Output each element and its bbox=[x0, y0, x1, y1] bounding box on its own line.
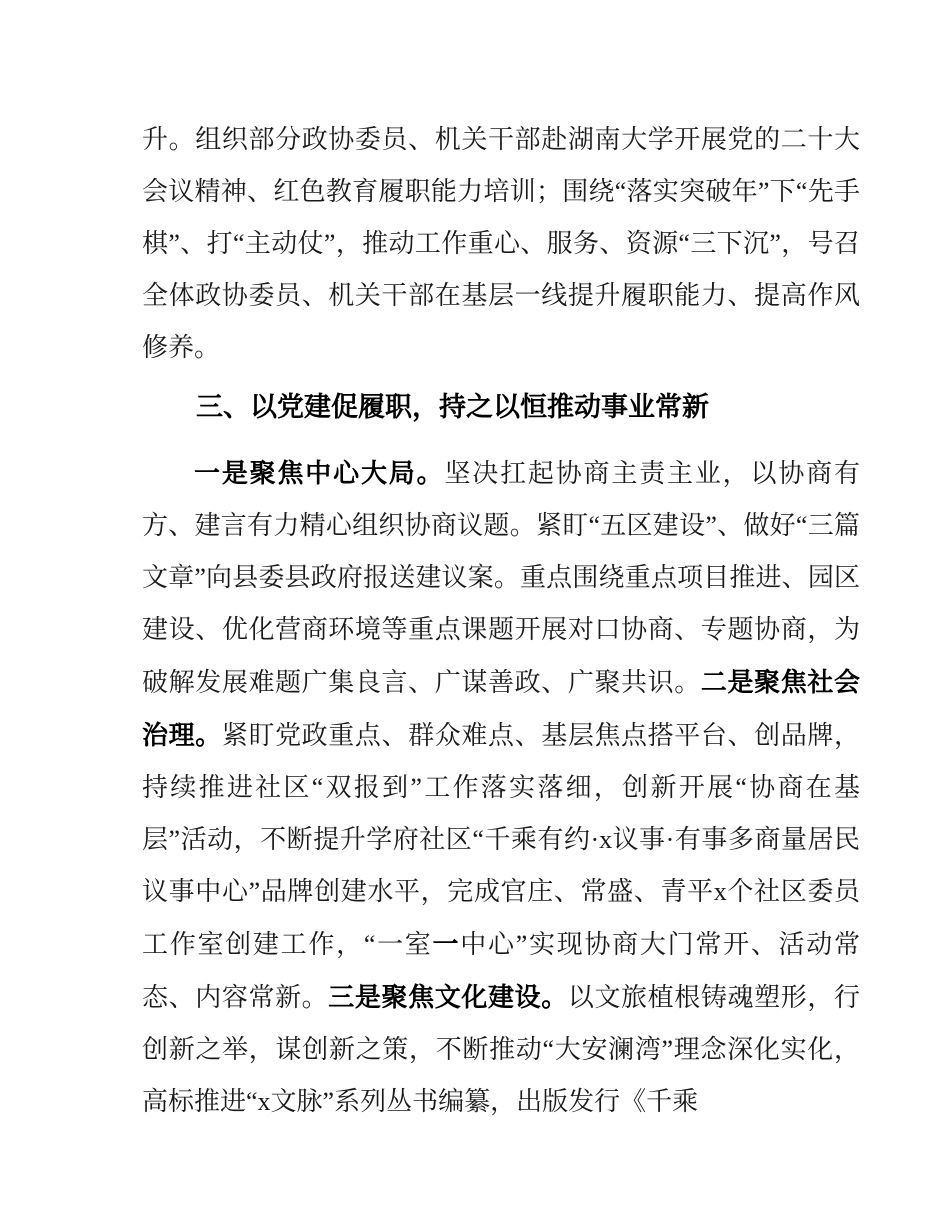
bold-lead-social-governance: 二是聚焦社会治理。 bbox=[142, 667, 860, 750]
text-run: 中心”实现协商大门常开、活动常态、内容常新。 bbox=[142, 930, 860, 1012]
bold-lead-focus-center: 一是聚焦中心大局。 bbox=[194, 458, 445, 488]
paragraph-continuation: 升。组织部分政协委员、机关干部赴湖南大学开展党的二十大会议精神、红色教育履职能力培训；围绕“落实突破年”下“先手棋”、打“主动仗”，推动工作重心、服务、资源“三下沉”，号召全体政协委员、机关干部在基层一线提升履职能力、提高作风修养。 bbox=[142, 125, 860, 362]
section-heading: 三、以党建促履职，持之以恒推动事业常新 bbox=[196, 392, 709, 422]
bold-lead-culture: 三是聚焦文化建设。 bbox=[328, 982, 568, 1012]
paragraph-body bbox=[142, 447, 860, 1128]
text-run: 紧盯党政重点、群众难点、基层焦点搭平台、创品牌，持续推进社区“双报到”工作落实落细，创新开展“协商在基层”活动，不断提升学府社区“千乘有约·x议事·有事多商量居民议事中心”品牌创建水平，完成官庄、常盛、青平x个社区委员工作室创建工作，“一室 bbox=[142, 721, 860, 959]
bold-run-one: 一 bbox=[432, 929, 461, 959]
text-run: 以文旅植根铸魂塑形，行创新之举，谋创新之策，不断推动“大安澜湾”理念深化实化，高标推进“x文脉”系列丛书编纂，出版发行《千乘 bbox=[142, 983, 860, 1116]
text-run: 坚决扛起协商主责主业，以协商有方、建言有力精心组织协商议题。紧盯“五区建设”、做好“三篇文章”向县委县政府报送建议案。重点围绕重点项目推进、园区建设、优化营商环境等重点课题开展对口协商、专题协商，为破解发展难题广集良言、广谋善政、广聚共识。 bbox=[142, 459, 860, 697]
